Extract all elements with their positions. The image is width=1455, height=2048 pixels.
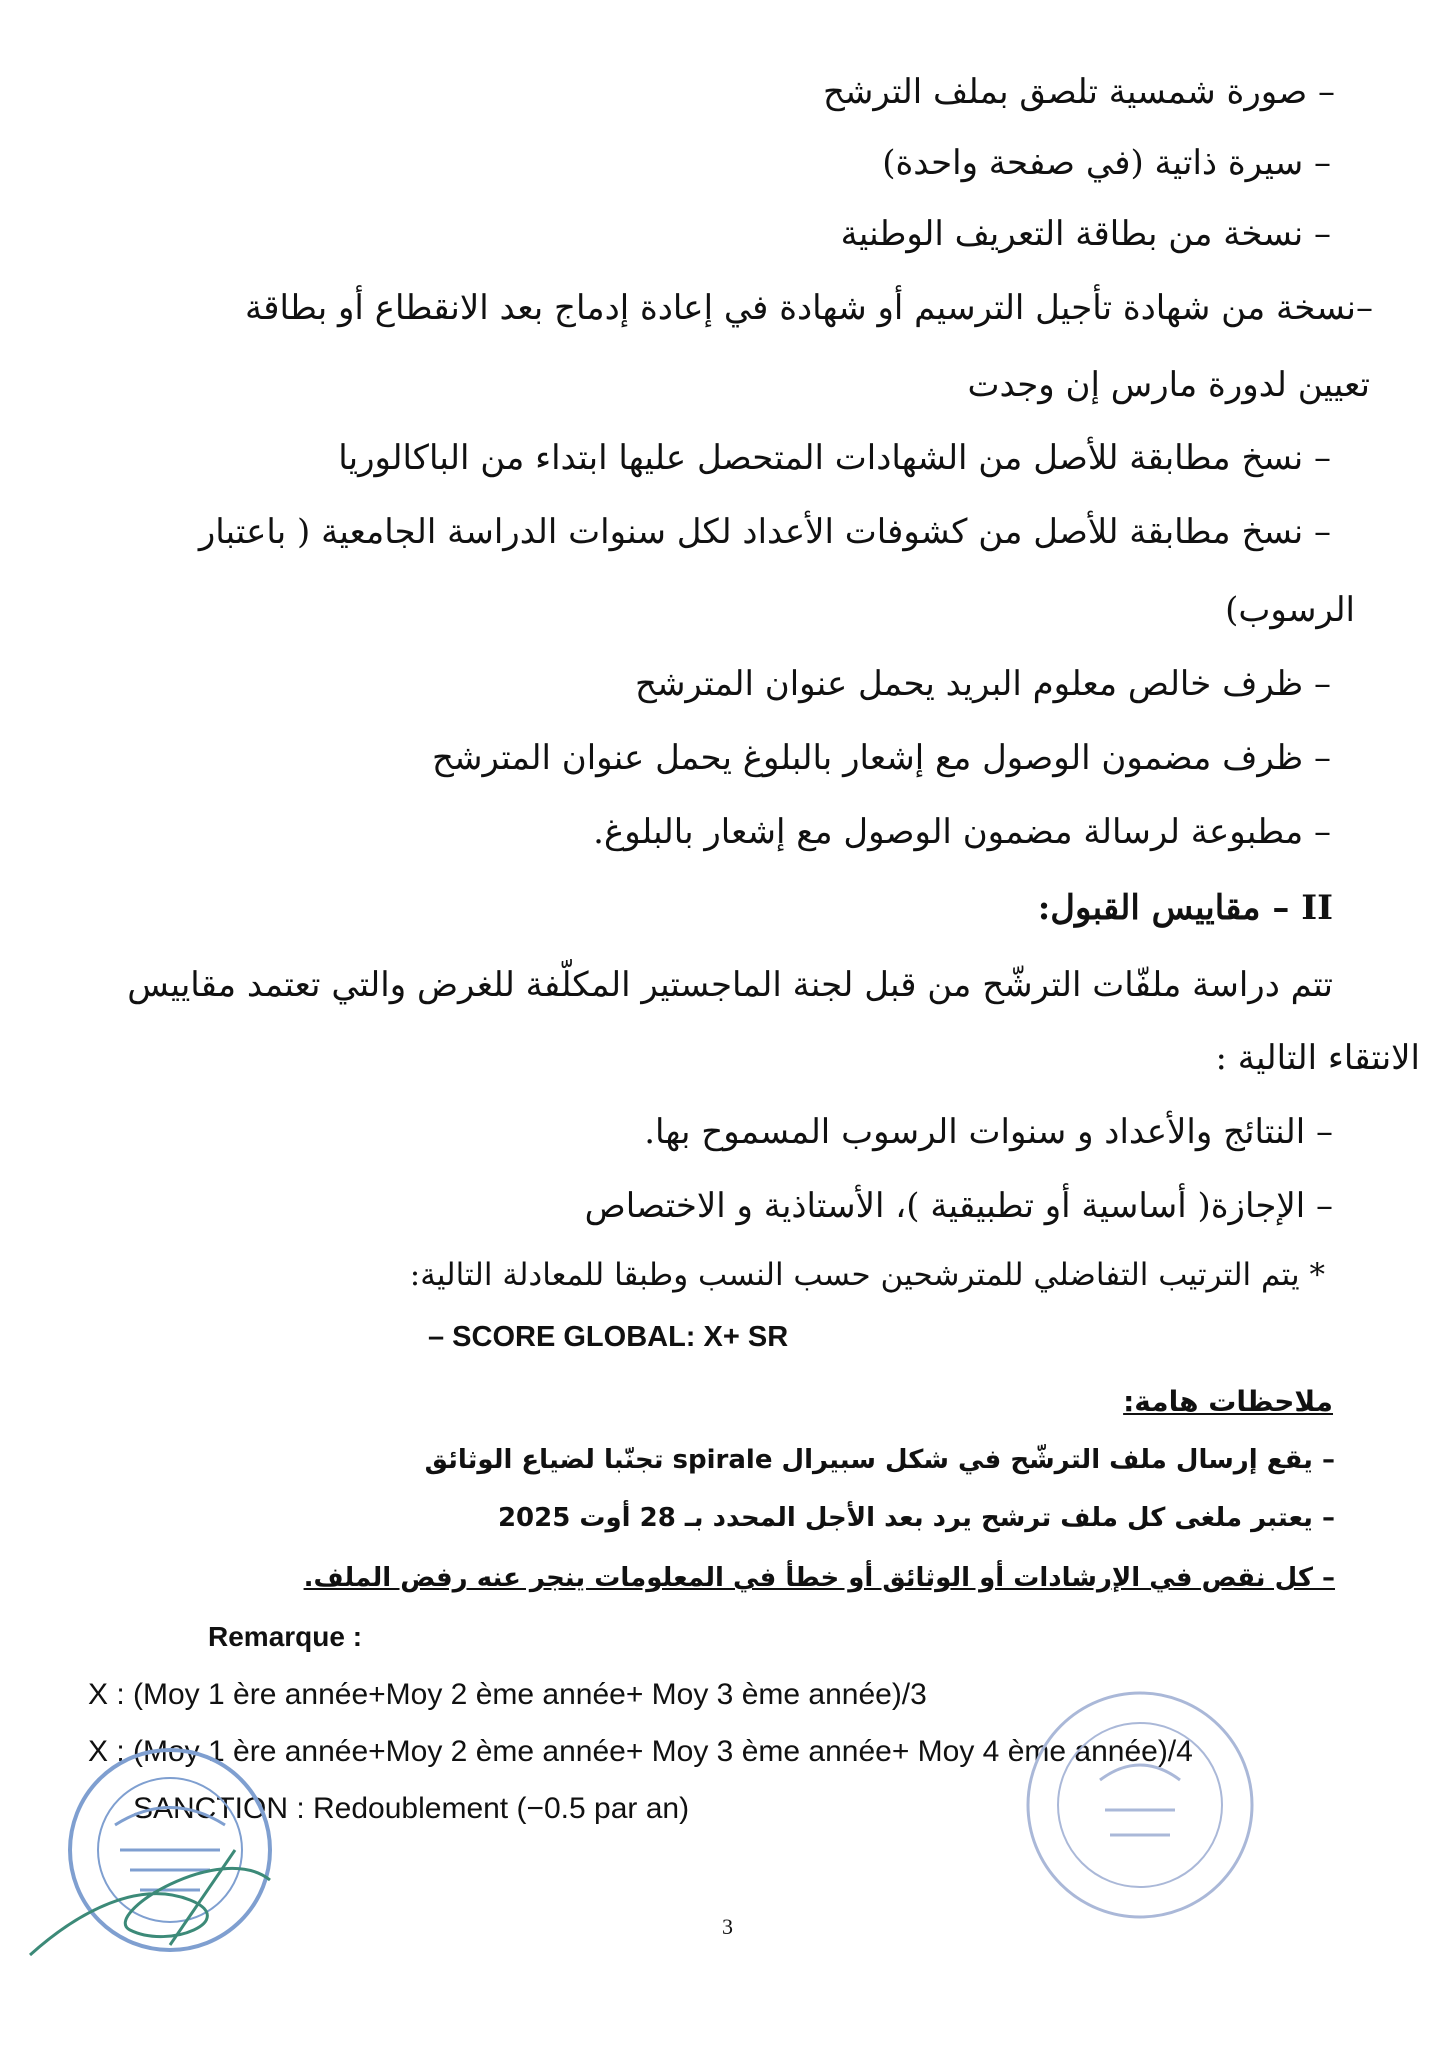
doc-item-deferral-certificate: –نسخة من شهادة تأجيل الترسيم أو شهادة في إعادة إدماج بعد الانقطاع أو بطاقة — [245, 288, 1373, 328]
note-missing-info: – كل نقص في الإرشادات أو الوثائق أو خطأ في المعلومات ينجر عنه رفض الملف. — [303, 1563, 1335, 1593]
doc-item-transcripts-cont: الرسوب) — [1225, 590, 1355, 630]
score-formula: – SCORE GLOBAL: X+ SR — [428, 1321, 789, 1353]
criteria-bullet-degree: – الإجازة( أساسية أو تطبيقية )، الأستاذية و الاختصاص — [584, 1186, 1333, 1226]
remarque-sanction: SANCTION : Redoublement (−0.5 par an) — [133, 1792, 690, 1825]
criteria-bullet-results: – النتائج والأعداد و سنوات الرسوب المسموح بها. — [644, 1112, 1333, 1152]
doc-item-registered-envelope: – ظرف مضمون الوصول مع إشعار بالبلوغ يحمل عنوان المترشح — [432, 738, 1331, 778]
criteria-heading: II – مقاييس القبول: — [1037, 888, 1333, 928]
doc-item-transcripts: – نسخ مطابقة للأصل من كشوفات الأعداد لكل سنوات الدراسة الجامعية ( باعتبار — [198, 512, 1331, 552]
remarque-title: Remarque : — [208, 1621, 363, 1652]
doc-item-deferral-certificate-cont: تعيين لدورة مارس إن وجدت — [967, 365, 1370, 405]
official-seal-left-icon — [20, 1730, 320, 1970]
doc-item-photo: – صورة شمسية تلصق بملف الترشح — [822, 72, 1335, 112]
remarque-x-three-years: X : (Moy 1 ère année+Moy 2 ème année+ Moy 3 ème année)/3 — [88, 1678, 927, 1711]
doc-item-stamped-envelope: – ظرف خالص معلوم البريد يحمل عنوان المترشح — [635, 664, 1331, 704]
note-spiral: – يقع إرسال ملف الترشّح في شكل سبيرال spirale تجنّبا لضياع الوثائق — [424, 1445, 1335, 1475]
doc-item-diplomas: – نسخ مطابقة للأصل من الشهادات المتحصل عليها ابتداء من الباكالوريا — [338, 438, 1331, 478]
remarque-x-four-years: X : (Moy 1 ère année+Moy 2 ème année+ Moy 3 ème année+ Moy 4 ème année)/4 — [88, 1735, 1193, 1768]
page-number: 3 — [722, 1914, 733, 1939]
doc-item-registered-form: – مطبوعة لرسالة مضمون الوصول مع إشعار بالبلوغ. — [593, 812, 1331, 852]
criteria-intro-line2: الانتقاء التالية : — [1215, 1038, 1420, 1078]
notes-heading: ملاحظات هامة: — [1123, 1385, 1333, 1418]
doc-item-id-card: – نسخة من بطاقة التعريف الوطنية — [840, 214, 1331, 254]
ranking-note: * يتم الترتيب التفاضلي للمترشحين حسب النسب وطبقا للمعادلة التالية: — [409, 1257, 1325, 1293]
official-seal-right-icon — [1010, 1680, 1270, 1930]
note-deadline: – يعتبر ملغى كل ملف ترشح يرد بعد الأجل المحدد بـ 28 أوت 2025 — [497, 1503, 1335, 1533]
criteria-intro-line1: تتم دراسة ملفّات الترشّح من قبل لجنة الماجستير المكلّفة للغرض والتي تعتمد مقاييس — [127, 965, 1333, 1005]
doc-item-cv: – سيرة ذاتية (في صفحة واحدة) — [882, 143, 1331, 183]
